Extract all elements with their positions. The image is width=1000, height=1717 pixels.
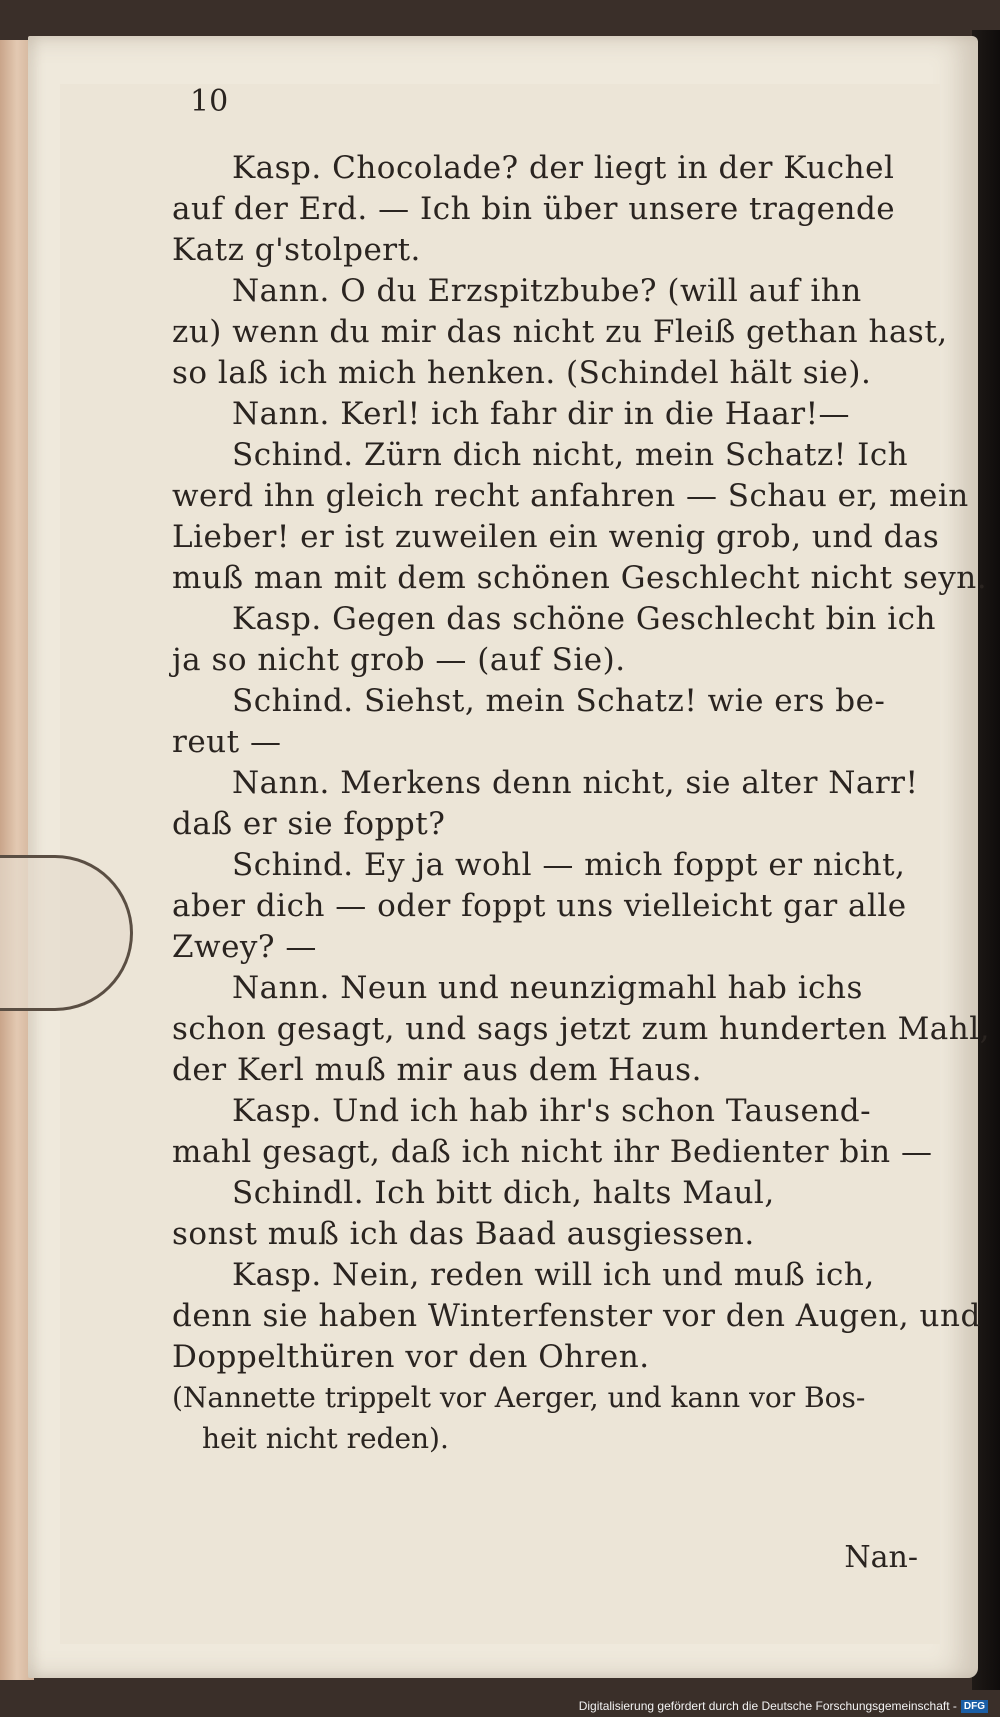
text-line: Lieber! er ist zuweilen ein wenig grob, und das xyxy=(172,519,940,555)
credit-text: Digitalisierung gefördert durch die Deutsche Forschungsgemeinschaft - xyxy=(578,1699,957,1713)
text-line: Nann. O du Erzspitzbube? (will auf ihn xyxy=(232,273,862,309)
catchword: Nan- xyxy=(844,1540,918,1575)
text-line: Schind. Zürn dich nicht, mein Schatz! Ich xyxy=(232,437,909,473)
text-line: daß er sie foppt? xyxy=(172,806,446,842)
text-line: ja so nicht grob — (auf Sie). xyxy=(172,642,626,678)
text-line: denn sie haben Winterfenster vor den Augen, und xyxy=(172,1298,981,1334)
digitization-credit xyxy=(579,1699,988,1713)
text-line: Kasp. Gegen das schöne Geschlecht bin ich xyxy=(232,601,936,637)
dfg-logo: DFG xyxy=(961,1700,988,1713)
text-line: aber dich — oder foppt uns vielleicht gar alle xyxy=(172,888,907,924)
text-line: mahl gesagt, daß ich nicht ihr Bedienter bin — xyxy=(172,1134,933,1170)
page-number: 10 xyxy=(190,84,229,119)
text-line: sonst muß ich das Baad ausgiessen. xyxy=(172,1216,755,1252)
text-line: Schind. Siehst, mein Schatz! wie ers be- xyxy=(232,683,886,719)
text-line: Doppelthüren vor den Ohren. xyxy=(172,1339,650,1375)
text-line: werd ihn gleich recht anfahren — Schau er, mein xyxy=(172,478,969,514)
text-line: Zwey? — xyxy=(172,929,317,965)
text-line: reut — xyxy=(172,724,282,760)
text-line: muß man mit dem schönen Geschlecht nicht seyn. xyxy=(172,560,988,596)
text-line: so laß ich mich henken. (Schindel hält sie). xyxy=(172,355,872,391)
text-line: Katz g'stolpert. xyxy=(172,232,421,268)
text-line: zu) wenn du mir das nicht zu Fleiß gethan hast, xyxy=(172,314,948,350)
stage-direction-line: (Nannette trippelt vor Aerger, und kann vor Bos- xyxy=(172,1381,866,1414)
text-line: Nann. Kerl! ich fahr dir in die Haar!— xyxy=(232,396,851,432)
text-line: Schindl. Ich bitt dich, halts Maul, xyxy=(232,1175,775,1211)
stage-direction-line: heit nicht reden). xyxy=(202,1422,449,1455)
text-line: der Kerl muß mir aus dem Haus. xyxy=(172,1052,702,1088)
text-line: Schind. Ey ja wohl — mich foppt er nicht, xyxy=(232,847,906,883)
text-line: auf der Erd. — Ich bin über unsere tragende xyxy=(172,191,896,227)
text-line: Nann. Merkens denn nicht, sie alter Narr! xyxy=(232,765,919,801)
text-line: Kasp. Nein, reden will ich und muß ich, xyxy=(232,1257,875,1293)
text-line: Kasp. Und ich hab ihr's schon Tausend- xyxy=(232,1093,872,1129)
text-line: Nann. Neun und neunzigmahl hab ichs xyxy=(232,970,863,1006)
text-line: schon gesagt, und sags jetzt zum hunderten Mahl, xyxy=(172,1011,991,1047)
text-line: Kasp. Chocolade? der liegt in der Kuchel xyxy=(232,150,895,186)
